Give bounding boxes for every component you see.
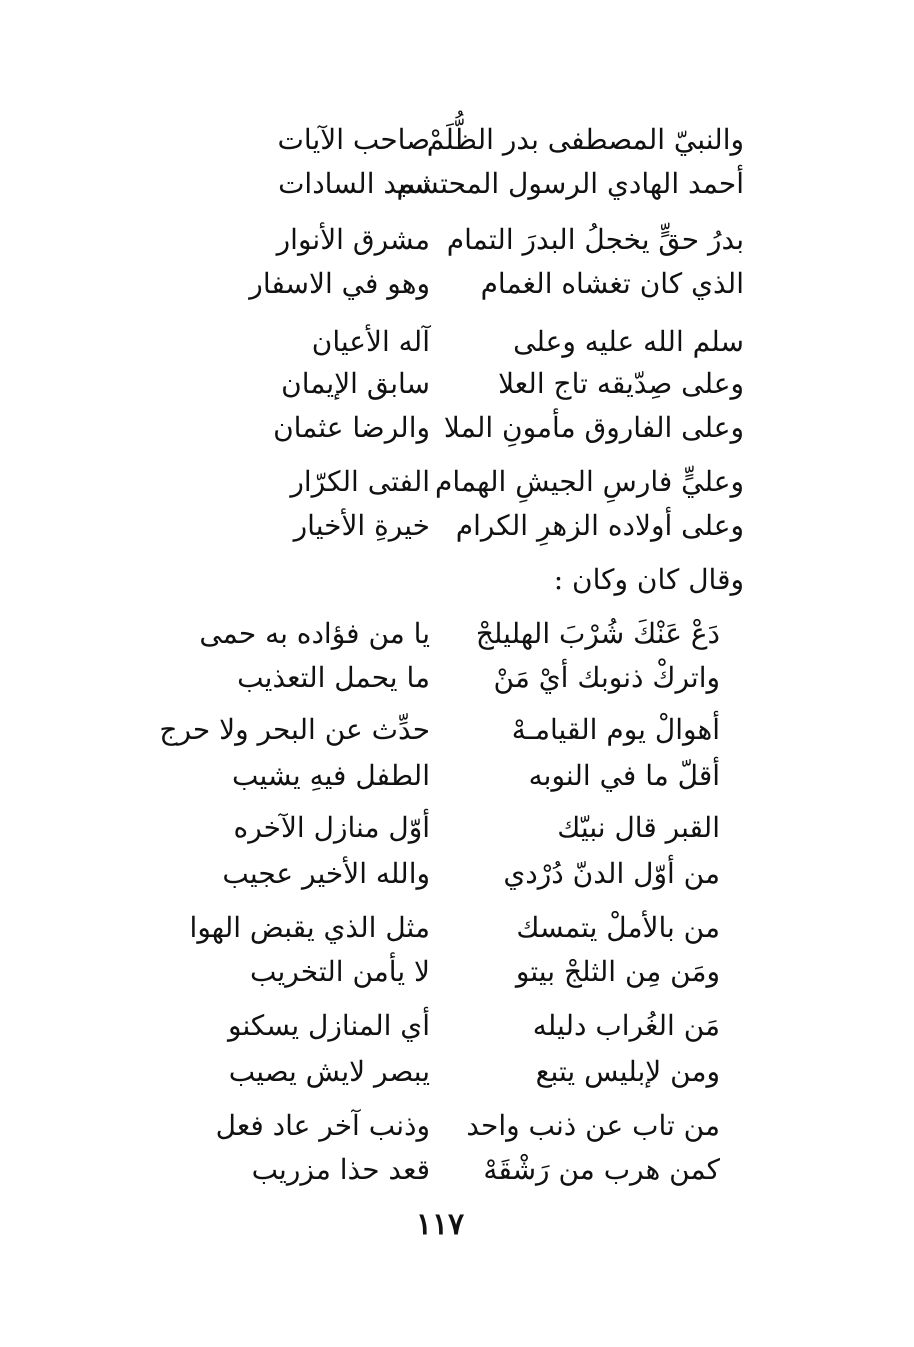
verse-first-hemistich: مَن الغُراب دليله bbox=[532, 1009, 720, 1042]
verse-line bbox=[0, 908, 914, 948]
verse-line bbox=[0, 506, 914, 546]
verse-line bbox=[0, 322, 914, 362]
verse-second-hemistich: آله الأعيان bbox=[311, 325, 430, 358]
verse-line bbox=[0, 1150, 914, 1190]
verse-line bbox=[0, 1106, 914, 1146]
verse-line bbox=[0, 614, 914, 654]
verse-line bbox=[0, 164, 914, 204]
verse-first-hemistich: أهوالْ يوم القيامـهْ bbox=[511, 713, 720, 746]
verse-line bbox=[0, 808, 914, 848]
verse-line bbox=[0, 408, 914, 448]
verse-line bbox=[0, 854, 914, 894]
verse-line bbox=[0, 1006, 914, 1046]
section-heading: وقال كان وكان : bbox=[553, 563, 744, 596]
verse-second-hemistich: والله الأخير عجيب bbox=[222, 857, 430, 890]
verse-first-hemistich: أحمد الهادي الرسول المحتشم bbox=[396, 167, 744, 200]
verse-first-hemistich: بدرُ حقٍّ يخجلُ البدرَ التمام bbox=[446, 223, 744, 256]
page-number: ١١٧ bbox=[415, 1207, 465, 1242]
verse-line bbox=[0, 220, 914, 260]
verse-second-hemistich: أي المنازل يسكنو bbox=[228, 1009, 430, 1042]
verse-second-hemistich: خيرةِ الأخيار bbox=[293, 509, 430, 542]
verse-second-hemistich: الطفل فيهِ يشيب bbox=[231, 759, 430, 792]
verse-second-hemistich: مثل الذي يقبض الهوا bbox=[189, 911, 430, 944]
verse-first-hemistich: وعليٍّ فارسِ الجيشِ الهمام bbox=[435, 465, 744, 498]
verse-second-hemistich: سيد السادات bbox=[278, 167, 430, 200]
verse-first-hemistich: واتركْ ذنوبك أيْ مَنْ bbox=[493, 661, 720, 694]
verse-first-hemistich: من تاب عن ذنب واحد bbox=[466, 1109, 720, 1142]
verse-first-hemistich: وعلى أولاده الزهرِ الكرام bbox=[455, 509, 744, 542]
verse-second-hemistich: قعد حذا مزريب bbox=[251, 1153, 430, 1186]
verse-second-hemistich: ما يحمل التعذيب bbox=[237, 661, 430, 694]
verse-first-hemistich: كمن هرب من رَشْقَهْ bbox=[483, 1153, 720, 1186]
verse-first-hemistich: والنبيّ المصطفى بدر الظُّلَمْ bbox=[426, 123, 744, 156]
verse-line bbox=[0, 756, 914, 796]
verse-second-hemistich: مشرق الأنوار bbox=[276, 223, 430, 256]
verse-first-hemistich: ومَن مِن الثلجْ بيتو bbox=[515, 955, 720, 988]
verse-second-hemistich: حدِّث عن البحر ولا حرج bbox=[159, 713, 430, 746]
verse-second-hemistich: وهو في الاسفار bbox=[249, 267, 430, 300]
verse-first-hemistich: الذي كان تغشاه الغمام bbox=[480, 267, 744, 300]
verse-first-hemistich: سلم الله عليه وعلى bbox=[513, 325, 744, 358]
verse-first-hemistich: ومن لإبليس يتبع bbox=[535, 1055, 720, 1088]
verse-line bbox=[0, 264, 914, 304]
verse-second-hemistich: الفتى الكرّار bbox=[290, 465, 430, 498]
verse-line bbox=[0, 658, 914, 698]
verse-first-hemistich: أقلّ ما في النوبه bbox=[528, 759, 720, 792]
verse-first-hemistich: من بالأملْ يتمسك bbox=[516, 911, 720, 944]
verse-line bbox=[0, 120, 914, 160]
verse-line bbox=[0, 462, 914, 502]
verse-line bbox=[0, 952, 914, 992]
verse-first-hemistich: وعلى صِدّيقه تاج العلا bbox=[498, 367, 744, 400]
verse-line bbox=[0, 364, 914, 404]
verse-second-hemistich: وذنب آخر عاد فعل bbox=[215, 1109, 430, 1142]
verse-first-hemistich: دَعْ عَنْكَ شُرْبَ الهليلجْ bbox=[475, 617, 720, 650]
verse-second-hemistich: يبصر لايش يصيب bbox=[228, 1055, 430, 1088]
verse-line bbox=[0, 1052, 914, 1092]
verse-line bbox=[0, 710, 914, 750]
verse-first-hemistich: وعلى الفاروق مأمونِ الملا bbox=[443, 411, 744, 444]
verse-second-hemistich: والرضا عثمان bbox=[273, 411, 430, 444]
verse-first-hemistich: من أوّل الدنّ دُرْدي bbox=[503, 857, 720, 890]
verse-second-hemistich: لا يأمن التخريب bbox=[250, 955, 430, 988]
verse-second-hemistich: يا من فؤاده به حمى bbox=[199, 617, 430, 650]
verse-second-hemistich: سابق الإيمان bbox=[281, 367, 430, 400]
verse-second-hemistich: صاحب الآيات bbox=[277, 123, 430, 156]
verse-first-hemistich: القبر قال نبيّك bbox=[557, 811, 720, 844]
verse-second-hemistich: أوّل منازل الآخره bbox=[233, 811, 430, 844]
